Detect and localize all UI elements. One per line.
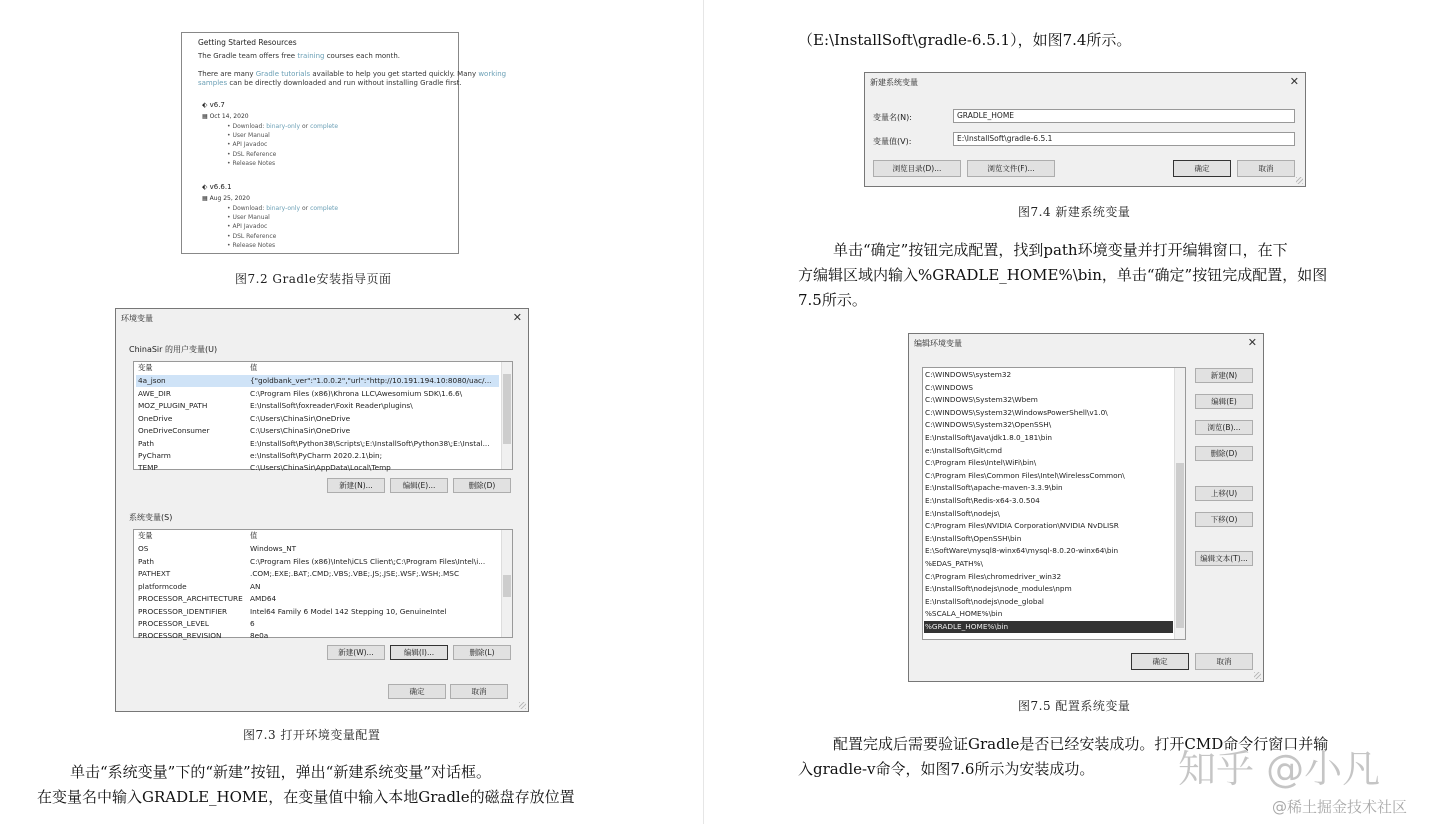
tag-icon: ⬖ [202, 101, 210, 109]
browse-directory-button[interactable]: 浏览目录(D)... [873, 160, 961, 177]
gradle-line1: The Gradle team offers free training courses each month. [198, 52, 401, 60]
var-value: {"goldbank_ver":"1.0.0.2","url":"http://10.191.194.10:8080/uac/... [250, 376, 492, 385]
var-value: AMD64 [250, 594, 277, 603]
var-name[interactable]: PROCESSOR_REVISION [138, 631, 222, 640]
close-icon[interactable]: ✕ [512, 311, 522, 324]
variable-value-label: 变量值(V): [873, 137, 912, 146]
list-item[interactable]: E:\InstallSoft\apache-maven-3.3.9\bin [925, 483, 1063, 493]
binary-only-link[interactable]: binary-only [266, 205, 301, 212]
ok-button[interactable]: 确定 [1131, 653, 1189, 670]
var-value: 8e0a [250, 631, 269, 640]
release-version: ⬖ v6.6.1 [202, 183, 232, 191]
ok-button[interactable]: 确定 [388, 684, 446, 699]
page-divider [703, 0, 704, 824]
release-download: • Download: binary-only or complete [227, 205, 339, 212]
var-name[interactable]: MOZ_PLUGIN_PATH [138, 401, 208, 410]
var-value: C:\Program Files (x86)\Khrona LLC\Awesomium SDK\1.6.6\ [250, 388, 463, 398]
browse-button[interactable]: 浏览(B)... [1195, 420, 1253, 435]
gradle-install-page-screenshot [181, 32, 507, 254]
system-new-button[interactable]: 新建(W)... [327, 645, 385, 660]
column-header-value[interactable]: 值 [250, 363, 258, 372]
var-name[interactable]: Path [138, 556, 155, 566]
var-value: C:\Users\ChinaSir\AppData\Local\Temp [250, 463, 391, 472]
list-item[interactable]: %EDAS_PATH%\ [925, 559, 984, 568]
var-value: C:\Users\ChinaSir\OneDrive [250, 426, 351, 435]
samples-link[interactable]: samples [198, 79, 228, 87]
list-item-selected[interactable]: %GRADLE_HOME%\bin [924, 621, 1173, 633]
user-variables-table[interactable] [133, 361, 513, 470]
scrollbar-thumb[interactable] [1176, 463, 1184, 628]
user-new-button[interactable]: 新建(N)... [327, 478, 385, 493]
var-value: E:\InstallSoft\Python38\Scripts\;E:\InstallSoft\Python38\;E:\Instal... [250, 438, 490, 448]
api-javadoc-link[interactable]: • API Javadoc [227, 223, 268, 230]
path-list[interactable] [922, 367, 1186, 640]
figure-caption-7-2: 图7.2 Gradle安装指导页面 [235, 272, 392, 286]
figure-caption-7-3: 图7.3 打开环境变量配置 [243, 728, 381, 742]
user-variables-label: ChinaSir 的用户变量(U) [129, 345, 218, 354]
complete-link[interactable]: complete [310, 205, 339, 212]
list-item[interactable]: E:\InstallSoft\nodejs\node_global [925, 596, 1044, 606]
list-item[interactable]: E:\InstallSoft\OpenSSH\bin [925, 533, 1022, 543]
resize-grip-icon[interactable] [1296, 177, 1303, 184]
release-date: ▦ Oct 14, 2020 [202, 113, 249, 120]
edit-env-variable-dialog [908, 333, 1264, 682]
scrollbar-thumb[interactable] [503, 575, 511, 597]
list-item[interactable]: C:\Program Files\Intel\WiFi\bin\ [925, 458, 1037, 468]
dialog-title: 新建系统变量 [870, 78, 918, 87]
var-name[interactable]: PATHEXT [138, 569, 171, 578]
edit-text-button[interactable]: 编辑文本(T)... [1195, 551, 1253, 566]
delete-button[interactable]: 删除(D) [1195, 446, 1253, 461]
list-item[interactable]: C:\Program Files\Common Files\Intel\WirelessCommon\ [925, 470, 1125, 480]
system-variables-table[interactable] [133, 529, 513, 638]
dialog-title: 环境变量 [121, 314, 153, 323]
var-value: AN [250, 581, 261, 591]
move-up-button[interactable]: 上移(U) [1195, 486, 1253, 501]
tag-icon: ⬖ [202, 183, 210, 191]
var-value: E:\InstallSoft\foxreader\Foxit Reader\plugins\ [250, 401, 413, 410]
list-item[interactable]: C:\WINDOWS\system32 [925, 370, 1012, 379]
list-item[interactable]: C:\Program Files\NVIDIA Corporation\NVIDIA NvDLISR [925, 521, 1119, 531]
column-header-variable[interactable]: 变量 [138, 531, 153, 540]
list-item[interactable]: C:\WINDOWS [925, 382, 974, 392]
var-value: 6 [250, 619, 255, 628]
browse-file-button[interactable]: 浏览文件(F)... [967, 160, 1055, 177]
paragraph-line: 单击“系统变量”下的“新建”按钮，弹出“新建系统变量”对话框。 [70, 763, 492, 781]
move-down-button[interactable]: 下移(O) [1195, 512, 1253, 527]
figure-caption-7-5: 图7.5 配置系统变量 [1018, 699, 1131, 713]
release-date: ▦ Aug 25, 2020 [202, 195, 250, 202]
paragraph-line: 配置完成后需要验证Gradle是否已经安装成功。打开CMD命令行窗口并输 [833, 735, 1329, 753]
var-value: Windows_NT [250, 544, 297, 553]
var-name: 4a_json [138, 376, 166, 385]
var-name[interactable]: OneDrive [138, 413, 173, 423]
var-name[interactable]: PROCESSOR_ARCHITECTURE [138, 594, 243, 603]
paragraph-line: 入gradle-v命令，如图7.6所示为安装成功。 [798, 760, 1095, 778]
release-download: • Download: binary-only or complete [227, 123, 339, 130]
paragraph-line: 单击“确定”按钮完成配置，找到path环境变量并打开编辑窗口，在下 [833, 241, 1288, 259]
calendar-icon: ▦ [202, 195, 210, 202]
scrollbar-thumb[interactable] [503, 374, 511, 444]
scrollbar[interactable] [1174, 368, 1185, 639]
var-name[interactable]: AWE_DIR [138, 388, 171, 398]
resize-grip-icon[interactable] [519, 702, 526, 709]
figure-caption-7-4: 图7.4 新建系统变量 [1018, 205, 1131, 219]
var-name[interactable]: PyCharm [138, 451, 171, 460]
gradle-line2: There are many Gradle tutorials available to help you get started quickly. Many working [198, 70, 507, 78]
binary-only-link[interactable]: binary-only [266, 123, 301, 130]
close-icon[interactable]: ✕ [1289, 75, 1299, 88]
system-edit-button[interactable]: 编辑(I)... [390, 645, 448, 660]
new-system-variable-dialog [864, 72, 1306, 187]
list-item[interactable]: %SCALA_HOME%\bin [925, 609, 1003, 619]
edit-button[interactable]: 编辑(E) [1195, 394, 1253, 409]
paragraph-line: 在变量名中输入GRADLE_HOME，在变量值中输入本地Gradle的磁盘存放位置 [37, 788, 575, 806]
scrollbar[interactable] [501, 362, 512, 469]
cancel-button[interactable]: 取消 [1195, 653, 1253, 670]
variable-name-label: 变量名(N): [873, 113, 912, 122]
juejin-watermark: @稀土掘金技术社区 [1272, 798, 1408, 816]
cancel-button[interactable]: 取消 [450, 684, 508, 699]
list-item[interactable]: E:\InstallSoft\nodejs\ [925, 508, 1000, 518]
var-name[interactable]: OneDriveConsumer [138, 426, 210, 435]
var-name[interactable]: platformcode [138, 581, 187, 591]
user-manual-link[interactable]: • User Manual [227, 132, 270, 139]
gradle-line3: samples can be directly downloaded and run without installing Gradle first. [198, 79, 462, 87]
training-link[interactable]: training [297, 52, 325, 60]
user-edit-button[interactable]: 编辑(E)... [390, 478, 448, 493]
paragraph-line: 方编辑区域内输入%GRADLE_HOME%\bin，单击“确定”按钮完成配置，如图 [798, 266, 1328, 284]
calendar-icon: ▦ [202, 113, 210, 120]
list-item[interactable]: C:\WINDOWS\System32\Wbem [925, 395, 1038, 405]
variable-value-input[interactable]: E:\InstallSoft\gradle-6.5.1 [953, 132, 1295, 146]
var-name[interactable]: PROCESSOR_IDENTIFIER [138, 606, 228, 616]
ok-button[interactable]: 确定 [1173, 160, 1231, 177]
release-notes-link[interactable]: • Release Notes [227, 160, 276, 167]
close-icon[interactable]: ✕ [1247, 336, 1257, 349]
working-link[interactable]: working [478, 70, 507, 78]
scrollbar[interactable] [501, 530, 512, 637]
var-value: C:\Users\ChinaSir\OneDrive [250, 413, 351, 423]
tutorials-link[interactable]: Gradle tutorials [255, 70, 311, 78]
var-value: Intel64 Family 6 Model 142 Stepping 10, GenuineIntel [250, 606, 447, 616]
var-name[interactable]: PROCESSOR_LEVEL [138, 619, 209, 628]
cancel-button[interactable]: 取消 [1237, 160, 1295, 177]
gradle-heading: Getting Started Resources [198, 38, 297, 47]
list-item[interactable]: C:\WINDOWS\System32\OpenSSH\ [925, 420, 1052, 430]
list-item[interactable]: e:\InstallSoft\Git\cmd [925, 445, 1002, 455]
user-manual-link[interactable]: • User Manual [227, 214, 270, 221]
release-version: ⬖ v6.7 [202, 101, 225, 109]
var-name[interactable]: TEMP [138, 463, 158, 472]
zhihu-watermark: 知乎 @小凡 [1178, 747, 1381, 791]
var-name[interactable]: OS [138, 544, 149, 553]
list-item[interactable]: C:\WINDOWS\System32\WindowsPowerShell\v1.0\ [925, 407, 1108, 417]
list-item[interactable]: E:\InstallSoft\Java\jdk1.8.0_181\bin [925, 433, 1052, 442]
dsl-reference-link[interactable]: • DSL Reference [227, 233, 277, 240]
var-name[interactable]: Path [138, 438, 155, 448]
paragraph-line: （E:\InstallSoft\gradle-6.5.1），如图7.4所示。 [798, 31, 1132, 49]
dsl-reference-link[interactable]: • DSL Reference [227, 151, 277, 158]
column-header-value[interactable]: 值 [250, 531, 258, 540]
complete-link[interactable]: complete [310, 123, 339, 130]
variable-name-input[interactable]: GRADLE_HOME [953, 109, 1295, 123]
list-item[interactable]: E:\SoftWare\mysql8-winx64\mysql-8.0.20-winx64\bin [925, 546, 1119, 556]
var-value: .COM;.EXE;.BAT;.CMD;.VBS;.VBE;.JS;.JSE;.WSF;.WSH;.MSC [250, 569, 460, 578]
dialog-title: 编辑环境变量 [914, 339, 962, 348]
release-notes-link[interactable]: • Release Notes [227, 242, 276, 249]
var-value: e:\InstallSoft\PyCharm 2020.2.1\bin; [250, 451, 383, 460]
env-variables-dialog [115, 308, 529, 712]
list-item[interactable]: C:\Program Files\chromedriver_win32 [925, 571, 1062, 581]
new-button[interactable]: 新建(N) [1195, 368, 1253, 383]
list-item[interactable]: E:\InstallSoft\nodejs\node_modules\npm [925, 584, 1072, 594]
list-item[interactable]: E:\InstallSoft\Redis-x64-3.0.504 [925, 496, 1040, 505]
column-header-variable[interactable]: 变量 [138, 363, 153, 372]
resize-grip-icon[interactable] [1254, 672, 1261, 679]
system-delete-button[interactable]: 删除(L) [453, 645, 511, 660]
var-value: C:\Program Files (x86)\Intel\iCLS Client\;C:\Program Files\Intel\i... [250, 556, 486, 566]
paragraph-line: 7.5所示。 [798, 291, 867, 309]
api-javadoc-link[interactable]: • API Javadoc [227, 141, 268, 148]
user-delete-button[interactable]: 删除(D) [453, 478, 511, 493]
system-variables-label: 系统变量(S) [129, 513, 173, 522]
